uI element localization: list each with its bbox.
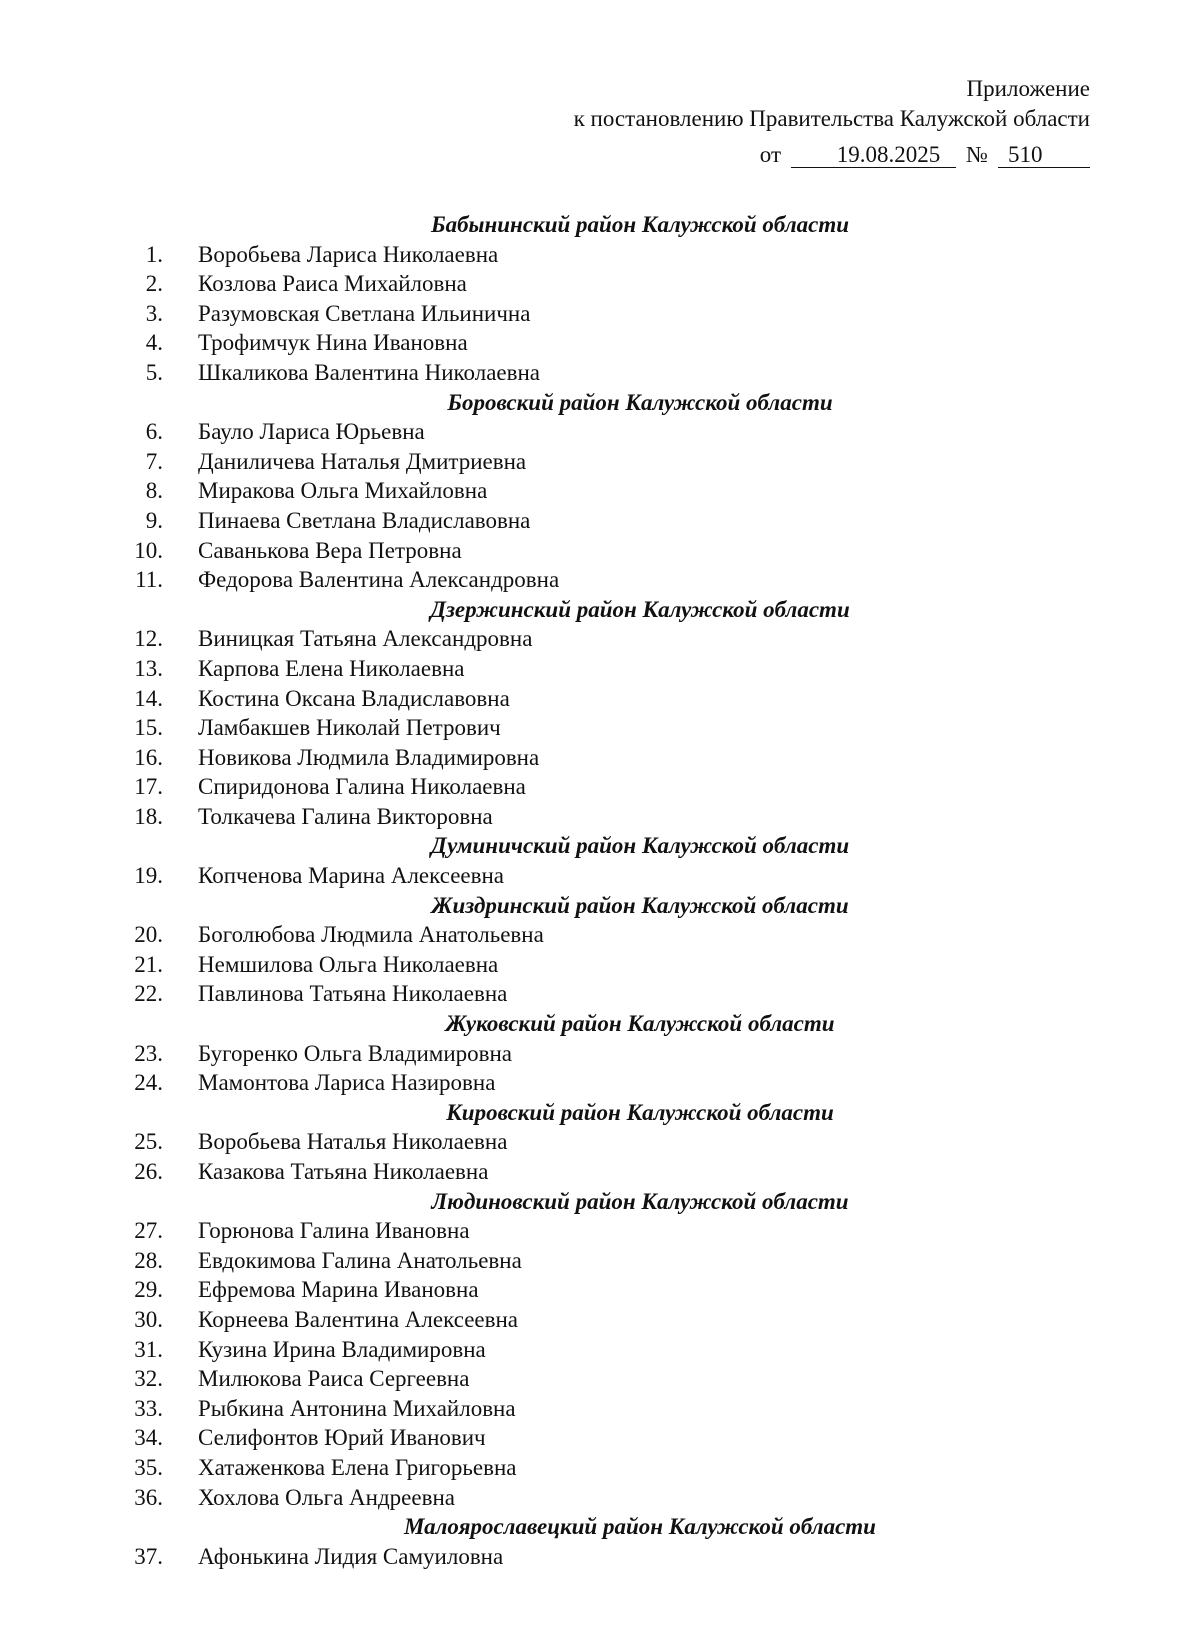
decree-date: 19.08.2025 [791, 143, 956, 168]
item-number: 18. [134, 803, 163, 829]
item-number: 17. [134, 774, 163, 800]
list-item [0, 299, 1200, 329]
list-item [0, 1216, 1200, 1246]
list-item [0, 920, 1200, 950]
item-number: 12. [134, 626, 163, 652]
item-number: 13. [134, 655, 163, 681]
list-item [0, 713, 1200, 743]
item-number: 36. [134, 1484, 163, 1510]
item-number: 4. [145, 330, 163, 356]
item-number: 25. [134, 1129, 163, 1155]
item-number: 2. [145, 271, 163, 297]
person-name: Костина Оксана Владиславовна [198, 685, 510, 711]
person-name: Карпова Елена Николаевна [198, 655, 465, 681]
district-heading: Жуковский район Калужской области [445, 1011, 835, 1037]
list-item [0, 1305, 1200, 1335]
district-heading: Дзержинский район Калужской области [430, 596, 850, 622]
list-item [0, 1453, 1200, 1483]
item-number: 6. [145, 419, 163, 445]
person-name: Хохлова Ольга Андреевна [198, 1484, 455, 1510]
person-name: Бугоренко Ольга Владимировна [198, 1040, 513, 1066]
item-number: 23. [134, 1040, 163, 1066]
person-name: Кузина Ирина Владимировна [198, 1336, 486, 1362]
person-name: Воробьева Наталья Николаевна [198, 1129, 508, 1155]
recipients-list [0, 210, 1200, 1571]
list-item [0, 240, 1200, 270]
person-name: Ламбакшев Николай Петрович [198, 715, 501, 741]
list-item [0, 1127, 1200, 1157]
list-item [0, 1394, 1200, 1424]
number-sign: № [966, 142, 988, 167]
list-item [0, 684, 1200, 714]
person-name: Саванькова Вера Петровна [198, 537, 462, 563]
person-name: Трофимчук Нина Ивановна [198, 330, 468, 356]
list-item [0, 802, 1200, 832]
person-name: Корнеева Валентина Алексеевна [198, 1306, 518, 1332]
person-name: Федорова Валентина Александровна [198, 567, 560, 593]
list-item [0, 1364, 1200, 1394]
list-item [0, 536, 1200, 566]
item-number: 20. [134, 922, 163, 948]
decree-number: 510 [998, 143, 1090, 168]
district-heading: Кировский район Калужской области [446, 1099, 834, 1125]
item-number: 24. [134, 1070, 163, 1096]
person-name: Воробьева Лариса Николаевна [198, 241, 499, 267]
item-number: 30. [134, 1306, 163, 1332]
list-item [0, 565, 1200, 595]
item-number: 5. [145, 359, 163, 385]
item-number: 10. [134, 537, 163, 563]
person-name: Разумовская Светлана Ильинична [198, 300, 531, 326]
person-name: Хатаженкова Елена Григорьевна [198, 1454, 517, 1480]
item-number: 1. [145, 241, 163, 267]
item-number: 28. [134, 1247, 163, 1273]
district-heading: Жиздринский район Калужской области [431, 892, 849, 918]
item-number: 16. [134, 744, 163, 770]
list-item [0, 1423, 1200, 1453]
list-item [0, 1039, 1200, 1069]
list-item [0, 358, 1200, 388]
list-item [0, 1542, 1200, 1572]
appendix-title: Приложение [966, 76, 1090, 101]
list-item [0, 1157, 1200, 1187]
person-name: Афонькина Лидия Самуиловна [198, 1543, 504, 1569]
list-item [0, 328, 1200, 358]
district-heading: Малоярославецкий район Калужской области [404, 1514, 876, 1540]
person-name: Миракова Ольга Михайловна [198, 478, 488, 504]
list-item [0, 1246, 1200, 1276]
district-heading: Боровский район Калужской области [447, 389, 833, 415]
item-number: 15. [134, 715, 163, 741]
item-number: 35. [134, 1454, 163, 1480]
person-name: Евдокимова Галина Анатольевна [198, 1247, 522, 1273]
list-item [0, 624, 1200, 654]
person-name: Даниличева Наталья Дмитриевна [198, 448, 527, 474]
item-number: 14. [134, 685, 163, 711]
person-name: Павлинова Татьяна Николаевна [198, 981, 508, 1007]
person-name: Селифонтов Юрий Иванович [198, 1425, 486, 1451]
person-name: Козлова Раиса Михайловна [198, 271, 467, 297]
list-item [0, 1068, 1200, 1098]
list-item [0, 743, 1200, 773]
item-number: 11. [135, 567, 163, 593]
item-number: 33. [134, 1395, 163, 1421]
person-name: Копченова Марина Алексеевна [198, 863, 505, 889]
list-item [0, 654, 1200, 684]
from-label: от [759, 142, 782, 167]
list-item [0, 269, 1200, 299]
list-item [0, 1275, 1200, 1305]
item-number: 8. [145, 478, 163, 504]
district-heading: Людиновский район Калужской области [431, 1188, 849, 1214]
person-name: Ефремова Марина Ивановна [198, 1277, 479, 1303]
list-item [0, 1335, 1200, 1365]
person-name: Новикова Людмила Владимировна [198, 744, 540, 770]
item-number: 7. [145, 448, 163, 474]
person-name: Боголюбова Людмила Анатольевна [198, 922, 544, 948]
list-item [0, 950, 1200, 980]
item-number: 27. [134, 1218, 163, 1244]
item-number: 31. [134, 1336, 163, 1362]
person-name: Немшилова Ольга Николаевна [198, 951, 499, 977]
person-name: Спиридонова Галина Николаевна [198, 774, 526, 800]
list-item [0, 417, 1200, 447]
person-name: Бауло Лариса Юрьевна [198, 419, 425, 445]
appendix-header [574, 74, 1090, 170]
person-name: Рыбкина Антонина Михайловна [198, 1395, 516, 1421]
person-name: Виницкая Татьяна Александровна [198, 626, 533, 652]
person-name: Горюнова Галина Ивановна [198, 1218, 470, 1244]
item-number: 37. [134, 1543, 163, 1569]
decree-reference [574, 140, 1090, 170]
district-heading: Бабынинский район Калужской области [430, 212, 850, 237]
person-name: Шкаликова Валентина Николаевна [198, 359, 541, 385]
item-number: 29. [134, 1277, 163, 1303]
list-item [0, 1483, 1200, 1513]
item-number: 21. [134, 951, 163, 977]
person-name: Пинаева Светлана Владиславовна [198, 507, 531, 533]
list-item [0, 979, 1200, 1009]
item-number: 19. [134, 863, 163, 889]
item-number: 32. [134, 1366, 163, 1392]
person-name: Толкачева Галина Викторовна [198, 803, 493, 829]
item-number: 9. [145, 507, 163, 533]
list-item [0, 772, 1200, 802]
item-number: 3. [145, 300, 163, 326]
list-item [0, 861, 1200, 891]
appendix-subtitle: к постановлению Правительства Калужской области [573, 106, 1090, 131]
person-name: Казакова Татьяна Николаевна [198, 1159, 489, 1184]
list-item [0, 447, 1200, 477]
list-item [0, 476, 1200, 506]
item-number: 26. [134, 1159, 163, 1184]
list-item [0, 506, 1200, 536]
district-heading: Думиничский район Калужской области [430, 833, 850, 859]
item-number: 34. [134, 1425, 163, 1451]
item-number: 22. [134, 981, 163, 1007]
person-name: Мамонтова Лариса Назировна [198, 1070, 496, 1096]
person-name: Милюкова Раиса Сергеевна [198, 1366, 470, 1392]
